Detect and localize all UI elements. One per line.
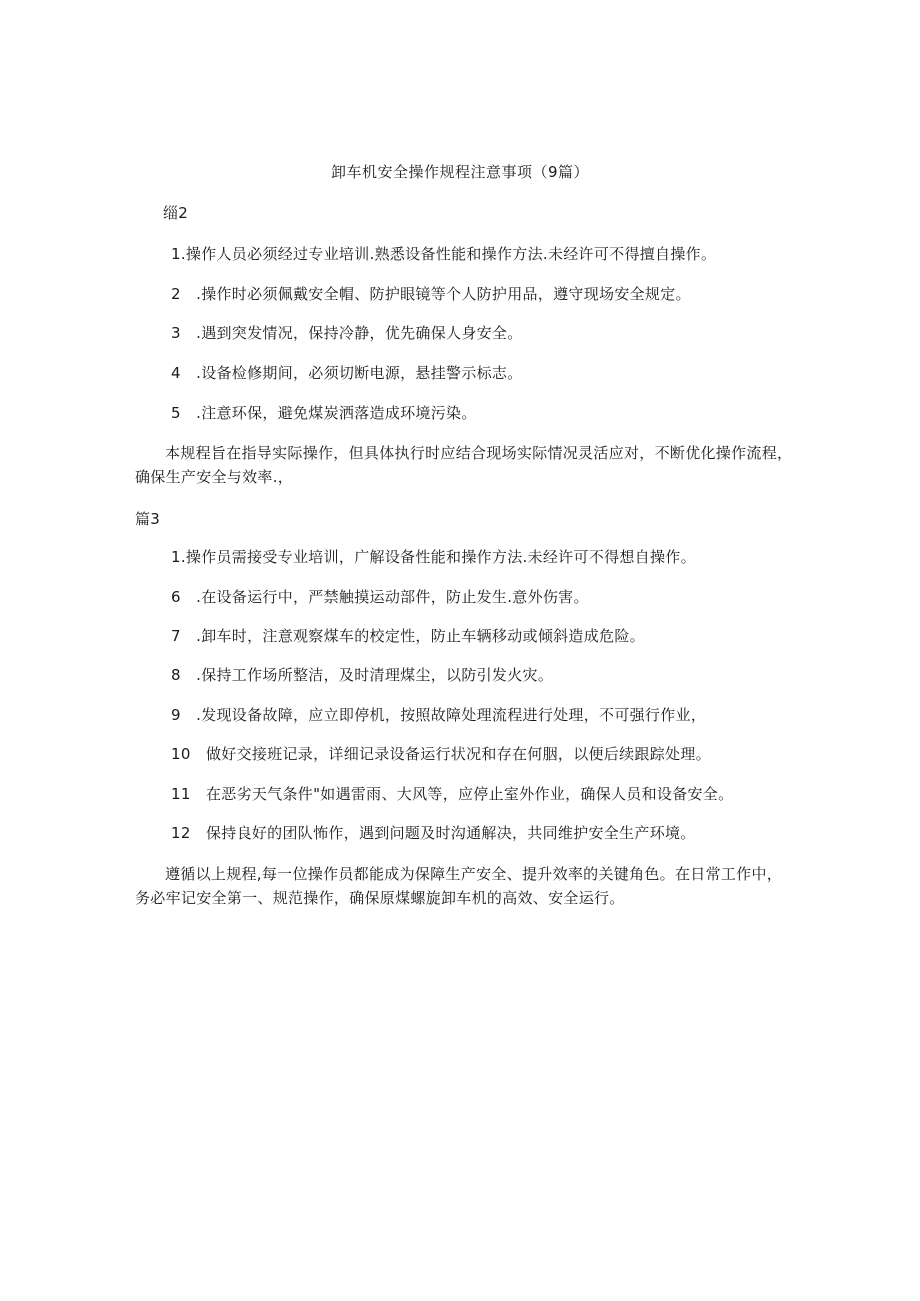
list-item: 8 .保持工作场所整洁，及时清理煤尘，以防引发火灾。 bbox=[171, 666, 554, 684]
section-3-closing-paragraph: 遵循以上规程,每一位操作员都能成为保障生产安全、提升效率的关键角色。在日常工作中，务必牢记安全第一、规范操作，确保原煤螺旋卸车机的高效、安全运行。 bbox=[135, 865, 783, 907]
list-item: 1.操作员需接受专业培训，广解设备性能和操作方法.未经许可不得想自操作。 bbox=[171, 548, 696, 566]
list-item: 12 保持良好的团队怖作，遇到问题及时沟通解决，共同维护安全生产环境。 bbox=[171, 824, 696, 842]
list-item: 11 在恶劣天气条件"如遇雷雨、大风等，应停止室外作业，确保人员和设备安全。 bbox=[171, 785, 734, 803]
section-heading-3: 篇3 bbox=[135, 510, 161, 528]
section-heading-2: 缁2 bbox=[163, 204, 189, 222]
list-item: 3 .遇到突发情况，保持冷静，优先确保人身安全。 bbox=[171, 324, 523, 342]
list-item: 1.操作人员必须经过专业培训.熟悉设备性能和操作方法.未经许可不得擅自操作。 bbox=[171, 245, 717, 263]
list-item: 6 .在设备运行中，严禁触摸运动部件，防止发生.意外伤害。 bbox=[171, 588, 589, 606]
list-item: 7 .卸车时，注意观察煤车的校定性，防止车辆移动或倾斜造成危险。 bbox=[171, 627, 645, 645]
list-item: 5 .注意环保，避免煤炭洒落造成环境污染。 bbox=[171, 404, 477, 422]
list-item: 4 .设备检修期间，必须切断电源，悬挂警示标志。 bbox=[171, 364, 523, 382]
document-title: 卸车机安全操作规程注意事项（9篇） bbox=[330, 163, 590, 181]
list-item: 10 做好交接班记录，详细记录设备运行状况和存在何胭，以便后续跟踪处理。 bbox=[171, 745, 711, 763]
list-item: 2 .操作时必须佩戴安全帽、防护眼镜等个人防护用品，遵守现场安全规定。 bbox=[171, 285, 691, 303]
list-item: 9 .发现设备故障，应立即停机，按照故障处理流程进行处理，不可强行作业， bbox=[171, 706, 707, 724]
section-2-closing-paragraph: 本规程旨在指导实际操作，但具体执行时应结合现场实际情况灵活应对，不断优化操作流程，确保生产安全与效率.， bbox=[135, 444, 793, 486]
